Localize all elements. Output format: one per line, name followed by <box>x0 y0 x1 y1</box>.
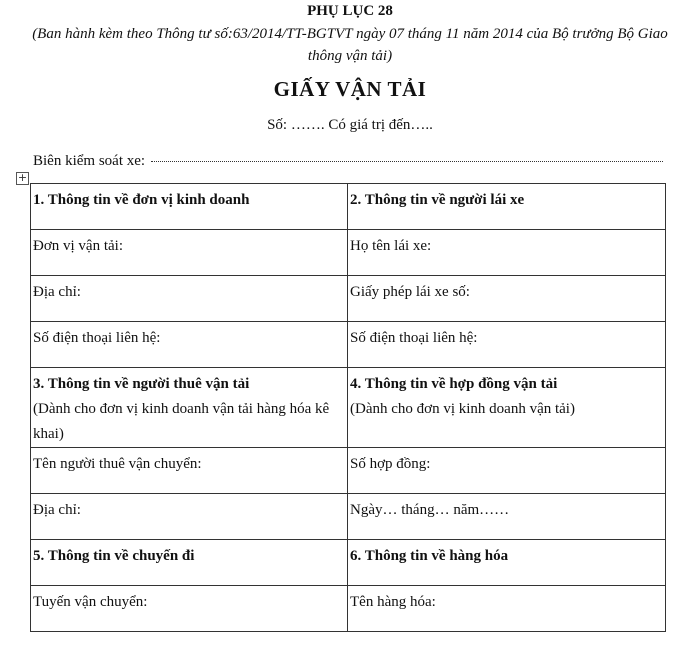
driver-info-heading: 2. Thông tin về người lái xe <box>348 184 666 230</box>
appendix-label: PHỤ LỤC 28 <box>307 3 393 19</box>
cargo-info-heading: 6. Thông tin về hàng hóa <box>348 540 666 586</box>
document-number-line: Số: ……. Có giá trị đến….. <box>267 117 433 133</box>
license-plate-label: Biên kiểm soát xe: <box>33 153 146 169</box>
table-row <box>31 276 666 322</box>
hirer-name-field[interactable]: Tên người thuê vận chuyển: <box>31 448 348 494</box>
contract-info-heading: 4. Thông tin về hợp đồng vận tải <box>350 376 558 392</box>
hirer-info-note: (Dành cho đơn vị kinh doanh vận tải hàng hóa kê khai) <box>33 401 330 442</box>
hirer-info-cell <box>31 368 348 448</box>
table-row <box>31 368 666 448</box>
driver-name-field[interactable]: Họ tên lái xe: <box>348 230 666 276</box>
issuance-note: (Ban hành kèm theo Thông tư số:63/2014/TT-BGTVT ngày 07 tháng 11 năm 2014 của Bộ trưởng Bộ Giao thông vận tải) <box>32 26 668 64</box>
driver-phone-field[interactable]: Số điện thoại liên hệ: <box>348 322 666 368</box>
table-move-handle-icon[interactable]: + <box>17 171 28 184</box>
trip-info-heading: 5. Thông tin về chuyến đi <box>31 540 348 586</box>
business-address-field[interactable]: Địa chỉ: <box>31 276 348 322</box>
transport-form-table <box>30 183 666 632</box>
contract-info-cell <box>348 368 666 448</box>
hirer-info-heading: 3. Thông tin về người thuê vận tải <box>33 376 250 392</box>
table-row <box>31 586 666 632</box>
contract-info-note: (Dành cho đơn vị kinh doanh vận tải) <box>350 401 575 417</box>
table-row <box>31 540 666 586</box>
license-plate-fill-dots <box>151 161 663 162</box>
table-row <box>31 322 666 368</box>
business-info-heading: 1. Thông tin về đơn vị kinh doanh <box>31 184 348 230</box>
table-row <box>31 230 666 276</box>
transport-unit-field[interactable]: Đơn vị vận tải: <box>31 230 348 276</box>
table-row <box>31 184 666 230</box>
driver-license-field[interactable]: Giấy phép lái xe số: <box>348 276 666 322</box>
hirer-address-field[interactable]: Địa chỉ: <box>31 494 348 540</box>
table-row <box>31 448 666 494</box>
cargo-name-field[interactable]: Tên hàng hóa: <box>348 586 666 632</box>
route-field[interactable]: Tuyến vận chuyển: <box>31 586 348 632</box>
document-title: GIẤY VẬN TẢI <box>273 77 427 101</box>
business-phone-field[interactable]: Số điện thoại liên hệ: <box>31 322 348 368</box>
table-row <box>31 494 666 540</box>
license-plate-line <box>33 153 663 170</box>
contract-date-field[interactable]: Ngày… tháng… năm…… <box>348 494 666 540</box>
contract-number-field[interactable]: Số hợp đồng: <box>348 448 666 494</box>
